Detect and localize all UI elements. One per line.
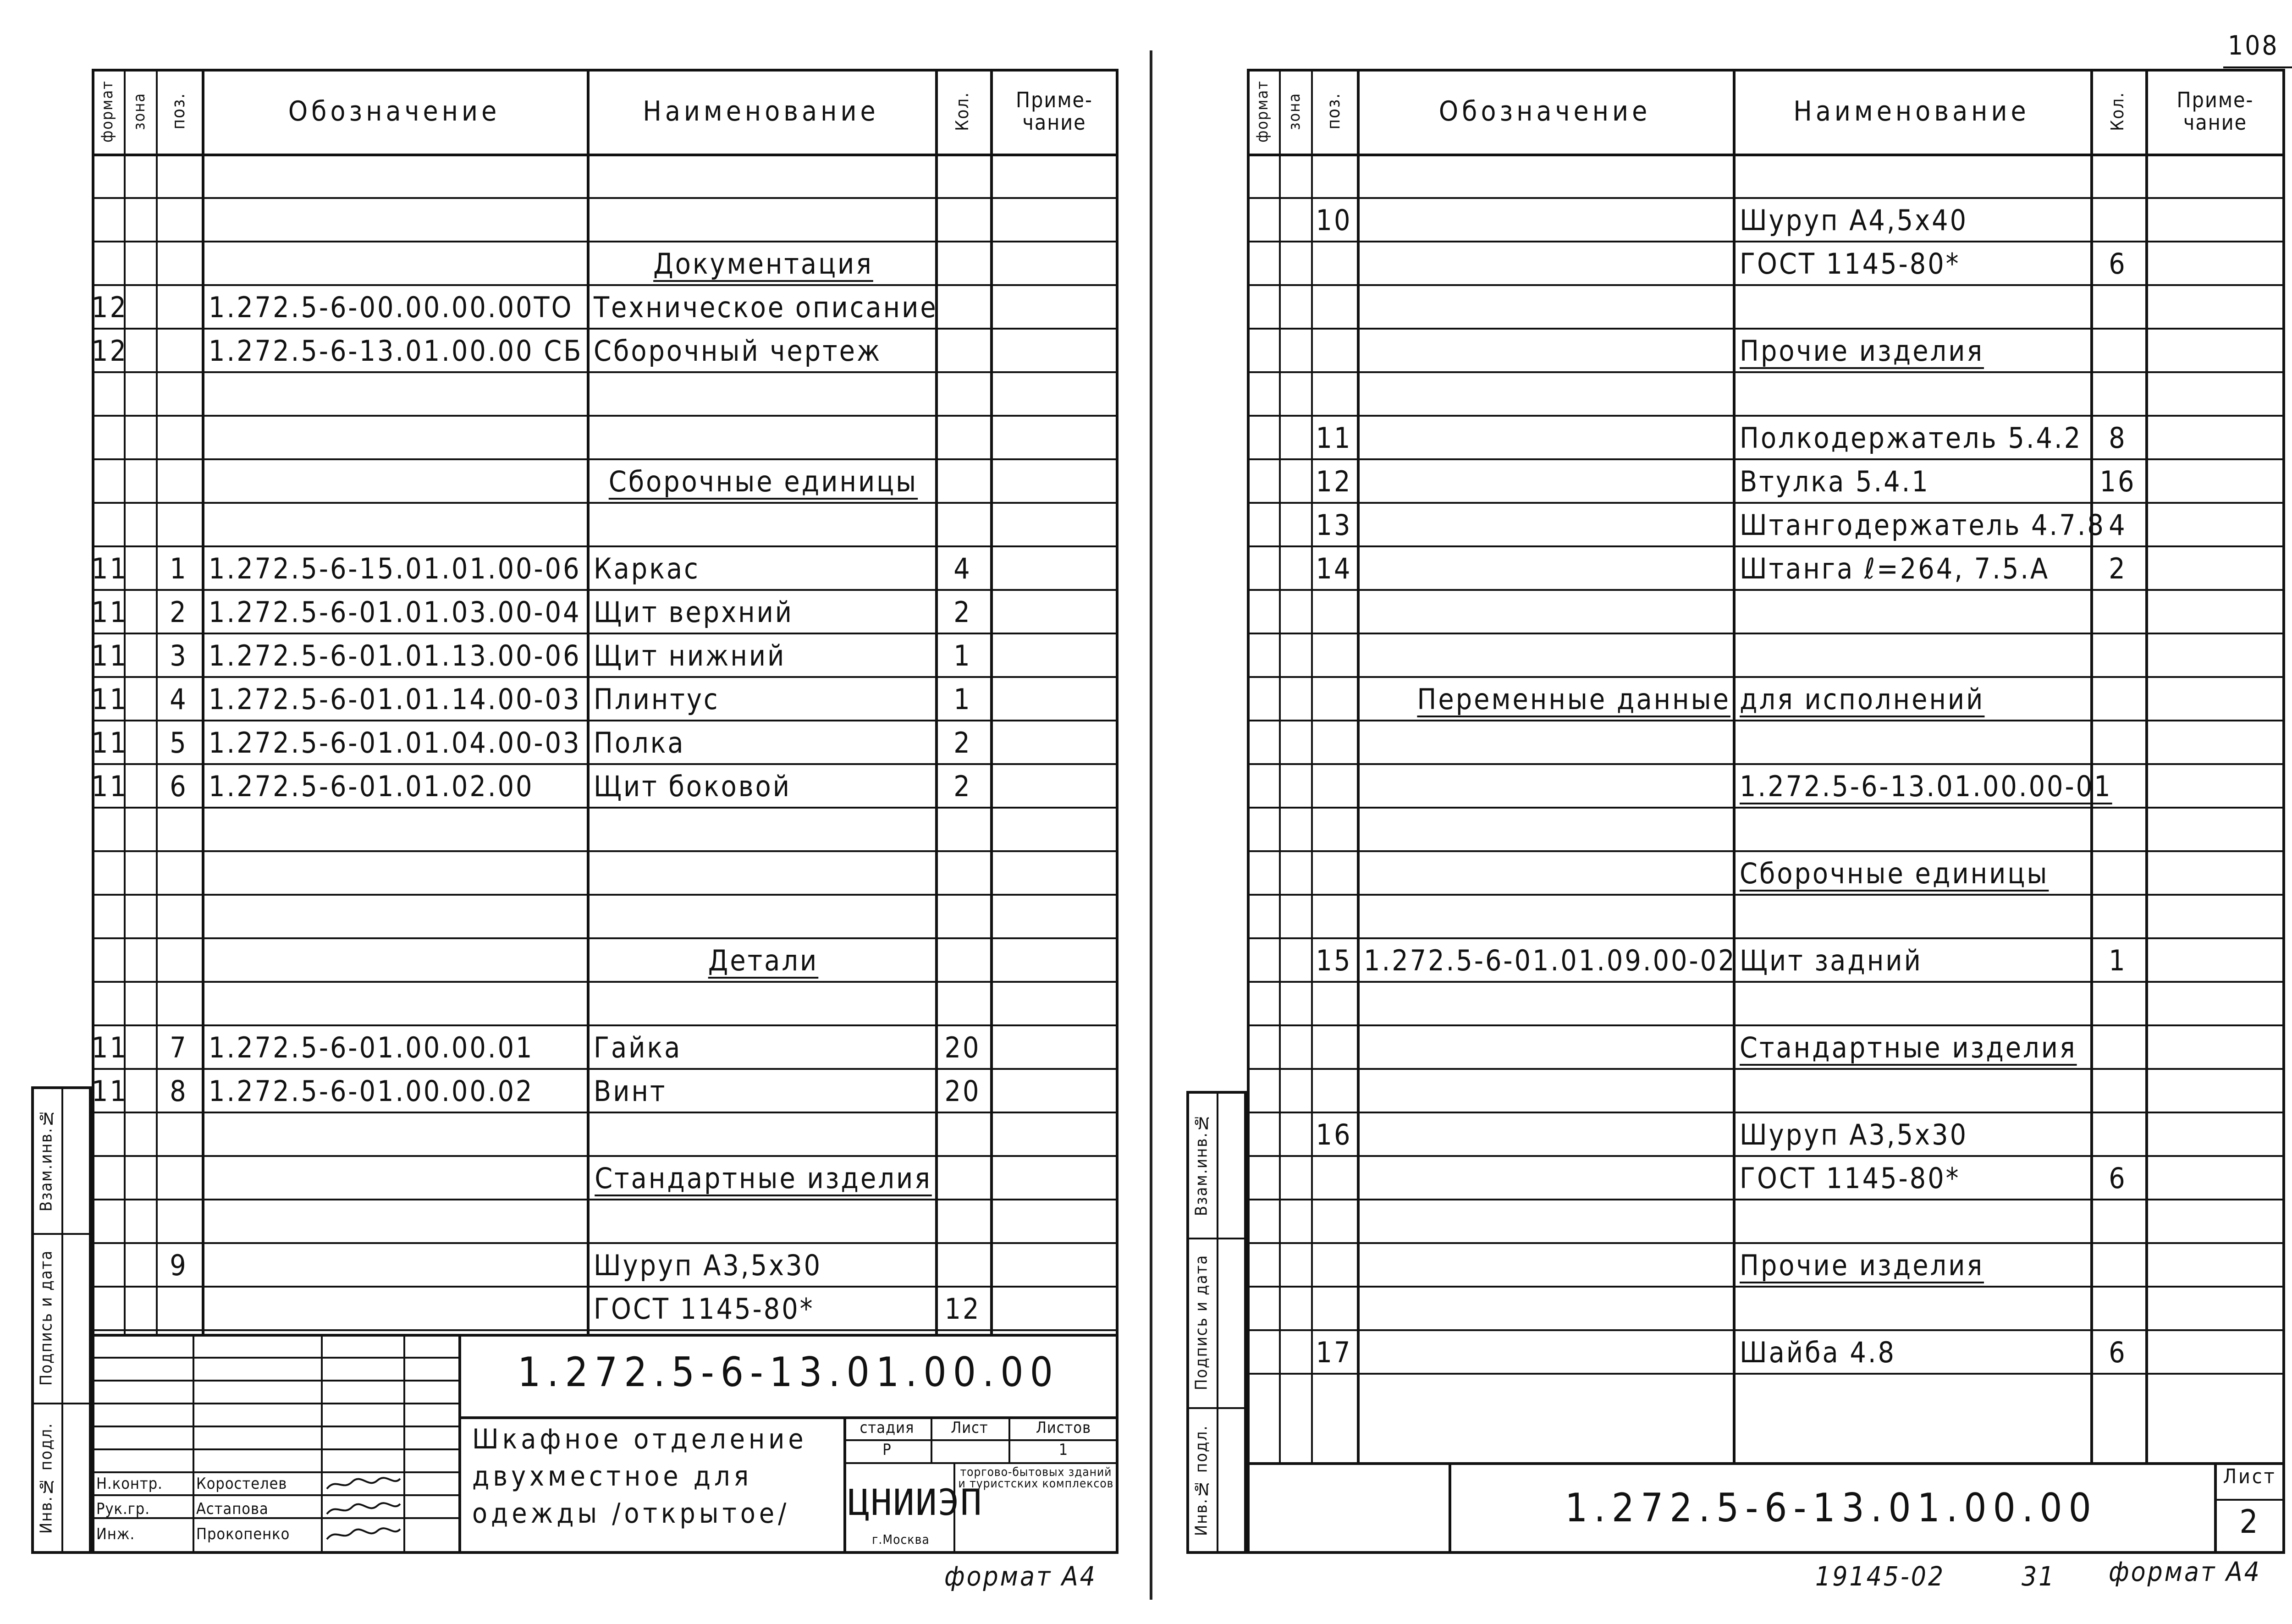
- cell-qty: 8: [2109, 421, 2127, 455]
- cell-qty: 6: [2109, 1336, 2127, 1369]
- cell-name: Штанга ℓ=264, 7.5.А: [1740, 552, 2050, 585]
- cell-pos: 8: [170, 1074, 188, 1108]
- cell-name: Стандартные изделия: [595, 1162, 932, 1195]
- col-zone-header-2: зона: [1285, 92, 1304, 130]
- table-row: [92, 676, 1118, 720]
- format-label-right: формат А4: [2109, 1556, 2261, 1587]
- table-row: [1247, 284, 2285, 328]
- table-row: [1247, 676, 2285, 720]
- cell-name: Щит верхний: [594, 595, 794, 629]
- table-row: [1247, 850, 2285, 894]
- table-row: [92, 371, 1118, 415]
- right-stamp-code: 1.272.5-6-13.01.00.00: [1565, 1485, 2098, 1531]
- cell-name: Прочие изделия: [1740, 334, 1984, 368]
- cell-qty: 16: [2099, 465, 2136, 498]
- right-stamp-sheet: 2: [2239, 1503, 2260, 1541]
- table-row: [92, 545, 1118, 589]
- stamp-line: [92, 1334, 1118, 1337]
- cell-name: ГОСТ 1145-80*: [1740, 247, 1961, 281]
- table-row: [1247, 241, 2285, 284]
- cell-qty: 1: [953, 683, 972, 716]
- side-inv-replace-2: Взам.инв.№: [1192, 1112, 1211, 1217]
- cell-qty: 6: [2109, 247, 2127, 281]
- cell-format: 11: [92, 595, 128, 629]
- page-divider: [1150, 50, 1152, 1600]
- table-row: [1247, 1329, 2285, 1373]
- col-name-header-2: Наименование: [1793, 95, 2030, 127]
- cell-format: 11: [92, 683, 128, 716]
- cell-pos: 13: [1316, 508, 1352, 542]
- cell-name: Детали: [708, 944, 819, 977]
- cell-designation: 1.272.5-6-01.01.09.00-02: [1364, 944, 1736, 977]
- col-format-header-2: формат: [1253, 80, 1272, 143]
- right-stamp-sheet-header: Лист: [2223, 1465, 2276, 1488]
- table-row: [1247, 1199, 2285, 1242]
- stamp-sheet-header: Лист: [951, 1419, 988, 1437]
- cell-qty: 2: [2109, 552, 2127, 585]
- table-row: [92, 1199, 1118, 1242]
- cell-pos: 5: [170, 726, 188, 760]
- table-row: [92, 328, 1118, 371]
- cell-format: 11: [92, 639, 128, 672]
- col-qty-header-2: Кол.: [2107, 91, 2128, 131]
- cell-name: Техническое описание: [594, 291, 938, 324]
- stamp-sheets-header: Листов: [1036, 1419, 1091, 1437]
- col-note-header: Приме- чание: [1016, 88, 1093, 135]
- cell-qty: 2: [953, 595, 972, 629]
- cell-designation: 1.272.5-6-01.01.03.00-04: [209, 595, 581, 629]
- cell-format: 11: [92, 1031, 128, 1064]
- cell-pos: 14: [1316, 552, 1352, 585]
- table-row: [1247, 937, 2285, 981]
- cell-qty: 20: [944, 1031, 981, 1064]
- cell-name: Каркас: [594, 552, 700, 585]
- table-row: [92, 589, 1118, 633]
- table-row: [92, 1112, 1118, 1155]
- cell-name: ГОСТ 1145-80*: [594, 1292, 815, 1326]
- table-row: [1247, 328, 2285, 371]
- col-qty-header: Кол.: [952, 91, 973, 131]
- cell-designation: 1.272.5-6-00.00.00.00ТО: [209, 291, 573, 324]
- cell-name: для исполнений: [1740, 683, 1985, 716]
- right-sheet: [1155, 0, 2292, 1624]
- cell-designation: 1.272.5-6-01.01.13.00-06: [209, 639, 581, 672]
- cell-pos: 3: [170, 639, 188, 672]
- cell-name: ГОСТ 1145-80*: [1740, 1162, 1961, 1195]
- stamp-line: [458, 1416, 1118, 1419]
- cell-format: 11: [92, 770, 128, 803]
- cell-qty: 4: [953, 552, 972, 585]
- cell-qty: 12: [944, 1292, 981, 1326]
- col-zone-header: зона: [130, 92, 149, 130]
- page-number: 108: [2228, 30, 2279, 61]
- table-row: [92, 1155, 1118, 1199]
- table-row: [92, 197, 1118, 241]
- staff-role: Рук.гр.: [96, 1500, 150, 1518]
- table-row: [92, 241, 1118, 284]
- table-row: [92, 1286, 1118, 1329]
- table-row: [92, 894, 1118, 937]
- table-row: [1247, 720, 2285, 763]
- cell-name: Щит нижний: [594, 639, 786, 672]
- staff-role: Инж.: [96, 1525, 135, 1543]
- table-row: [1247, 1286, 2285, 1329]
- doc-number: 19145-02: [1815, 1561, 1945, 1592]
- table-row: [92, 502, 1118, 545]
- table-row: [92, 720, 1118, 763]
- table-row: [92, 415, 1118, 458]
- table-row: [1247, 1068, 2285, 1112]
- stamp-stage-header: стадия: [860, 1419, 915, 1437]
- cell-pos: 9: [170, 1249, 188, 1282]
- table-row: [1247, 502, 2285, 545]
- stamp-stage: Р: [882, 1441, 892, 1459]
- table-row: [92, 763, 1118, 807]
- side-inv-replace: Взам.инв.№: [37, 1107, 56, 1212]
- cell-name: Документация: [653, 247, 873, 281]
- org-name: торгово-бытовых зданий и туристских комплексов: [958, 1465, 1114, 1491]
- cell-qty: 2: [953, 726, 972, 760]
- staff-name: Астапова: [196, 1500, 269, 1518]
- format-label-left: формат А4: [944, 1561, 1097, 1592]
- org-city: г.Москва: [872, 1532, 930, 1547]
- stamp-code: 1.272.5-6-13.01.00.00: [518, 1349, 1059, 1396]
- stamp-line: [403, 1334, 405, 1554]
- cell-pos: 11: [1316, 421, 1352, 455]
- table-row: [92, 1068, 1118, 1112]
- cell-name: Шуруп А4,5х40: [1740, 204, 1968, 237]
- cell-name: Полкодержатель 5.4.2: [1740, 421, 2083, 455]
- cell-format: 11: [92, 552, 128, 585]
- staff-name: Коростелев: [196, 1475, 287, 1493]
- cell-name: Шуруп А3,5х30: [594, 1249, 822, 1282]
- table-row: [1247, 371, 2285, 415]
- cell-name: Штангодержатель 4.7.8: [1740, 508, 2105, 542]
- table-row: [1247, 458, 2285, 502]
- col-note-header-2: Приме- чание: [2176, 88, 2254, 135]
- cell-name: Втулка 5.4.1: [1740, 465, 1930, 498]
- cell-format: 12: [92, 291, 128, 324]
- cell-designation: 1.272.5-6-13.01.00.00 СБ: [209, 334, 583, 368]
- cell-pos: 6: [170, 770, 188, 803]
- table-row: [1247, 589, 2285, 633]
- cell-name: Стандартные изделия: [1740, 1031, 2077, 1064]
- table-row: [1247, 763, 2285, 807]
- table-row: [92, 458, 1118, 502]
- cell-name: 1.272.5-6-13.01.00.00-01: [1740, 770, 2112, 803]
- cell-format: 11: [92, 726, 128, 760]
- cell-name: Шуруп А3,5х30: [1740, 1118, 1968, 1151]
- cell-format: 12: [92, 334, 128, 368]
- cell-name: Полка: [594, 726, 685, 760]
- cell-pos: 1: [170, 552, 188, 585]
- table-row: [1247, 545, 2285, 589]
- cell-pos: 12: [1316, 465, 1352, 498]
- cell-pos: 2: [170, 595, 188, 629]
- stamp-line: [843, 1416, 846, 1554]
- signature: [325, 1525, 402, 1544]
- table-row: [1247, 154, 2285, 197]
- table-row: [92, 981, 1118, 1024]
- table-row: [92, 850, 1118, 894]
- cell-pos: 16: [1316, 1118, 1352, 1151]
- cell-designation: 1.272.5-6-01.01.14.00-03: [209, 683, 581, 716]
- side-sign-date: Подпись и дата: [37, 1250, 56, 1386]
- cell-qty: 20: [944, 1074, 981, 1108]
- table-row: [92, 1242, 1118, 1286]
- side-inv-orig: Инв.№ подл.: [37, 1422, 56, 1534]
- table-row: [1247, 981, 2285, 1024]
- cell-qty: 6: [2109, 1162, 2127, 1195]
- side-inv-orig-2: Инв.№ подл.: [1192, 1425, 1211, 1536]
- cell-pos: 15: [1316, 944, 1352, 977]
- sheet-seq: 31: [2022, 1561, 2056, 1592]
- table-row: [1247, 1242, 2285, 1286]
- cell-pos: 4: [170, 683, 188, 716]
- cell-name: Прочие изделия: [1740, 1249, 1984, 1282]
- cell-designation: 1.272.5-6-01.00.00.02: [209, 1074, 534, 1108]
- table-row: [92, 284, 1118, 328]
- table-row: [92, 633, 1118, 676]
- cell-designation: 1.272.5-6-01.00.00.01: [209, 1031, 534, 1064]
- cell-name: Сборочный чертеж: [594, 334, 882, 368]
- stamp-line: [321, 1334, 323, 1554]
- table-row: [92, 807, 1118, 850]
- table-row: [92, 154, 1118, 197]
- col-designation-header: Обозначение: [288, 95, 501, 127]
- cell-name: Гайка: [594, 1031, 682, 1064]
- cell-name: Сборочные единицы: [1740, 857, 2049, 890]
- cell-qty: 1: [2109, 944, 2127, 977]
- org-logo: ЦНИИЭП: [848, 1482, 983, 1524]
- cell-name: Щит задний: [1740, 944, 1923, 977]
- cell-qty: 1: [953, 639, 972, 672]
- table-row: [92, 937, 1118, 981]
- table-row: [1247, 415, 2285, 458]
- table-row: [1247, 1155, 2285, 1199]
- cell-designation: 1.272.5-6-01.01.02.00: [209, 770, 534, 803]
- cell-qty: 2: [953, 770, 972, 803]
- staff-name: Прокопенко: [196, 1525, 290, 1543]
- table-row: [1247, 894, 2285, 937]
- cell-designation: 1.272.5-6-15.01.01.00-06: [209, 552, 581, 585]
- cell-qty: 4: [2109, 508, 2127, 542]
- col-format-header: формат: [98, 80, 117, 143]
- cell-designation: 1.272.5-6-01.01.04.00-03: [209, 726, 581, 760]
- stamp-title: Шкафное отделение двухместное для одежды /открытое/: [472, 1423, 807, 1530]
- stamp-line: [843, 1462, 1118, 1464]
- table-row: [92, 1024, 1118, 1068]
- signature: [325, 1500, 402, 1519]
- cell-pos: 17: [1316, 1336, 1352, 1369]
- col-pos-header: поз.: [168, 93, 189, 130]
- table-row: [1247, 633, 2285, 676]
- stamp-line: [193, 1334, 194, 1554]
- table-row: [1247, 807, 2285, 850]
- cell-name: Щит боковой: [594, 770, 792, 803]
- cell-pos: 10: [1316, 204, 1352, 237]
- cell-name: Винт: [594, 1074, 667, 1108]
- col-pos-header-2: поз.: [1323, 93, 1344, 130]
- col-name-header: Наименование: [643, 95, 879, 127]
- cell-name: Шайба 4.8: [1740, 1336, 1896, 1369]
- signature: [325, 1475, 402, 1493]
- cell-pos: 7: [170, 1031, 188, 1064]
- table-row: [1247, 1112, 2285, 1155]
- cell-designation: Переменные данные: [1417, 683, 1730, 716]
- cell-name: Плинтус: [594, 683, 720, 716]
- table-row: [1247, 1024, 2285, 1068]
- col-designation-header-2: Обозначение: [1438, 95, 1651, 127]
- staff-role: Н.контр.: [96, 1475, 163, 1493]
- table-row: [1247, 197, 2285, 241]
- stamp-sheets: 1: [1058, 1441, 1069, 1459]
- cell-name: Сборочные единицы: [608, 465, 918, 498]
- side-sign-date-2: Подпись и дата: [1192, 1254, 1211, 1391]
- cell-format: 11: [92, 1074, 128, 1108]
